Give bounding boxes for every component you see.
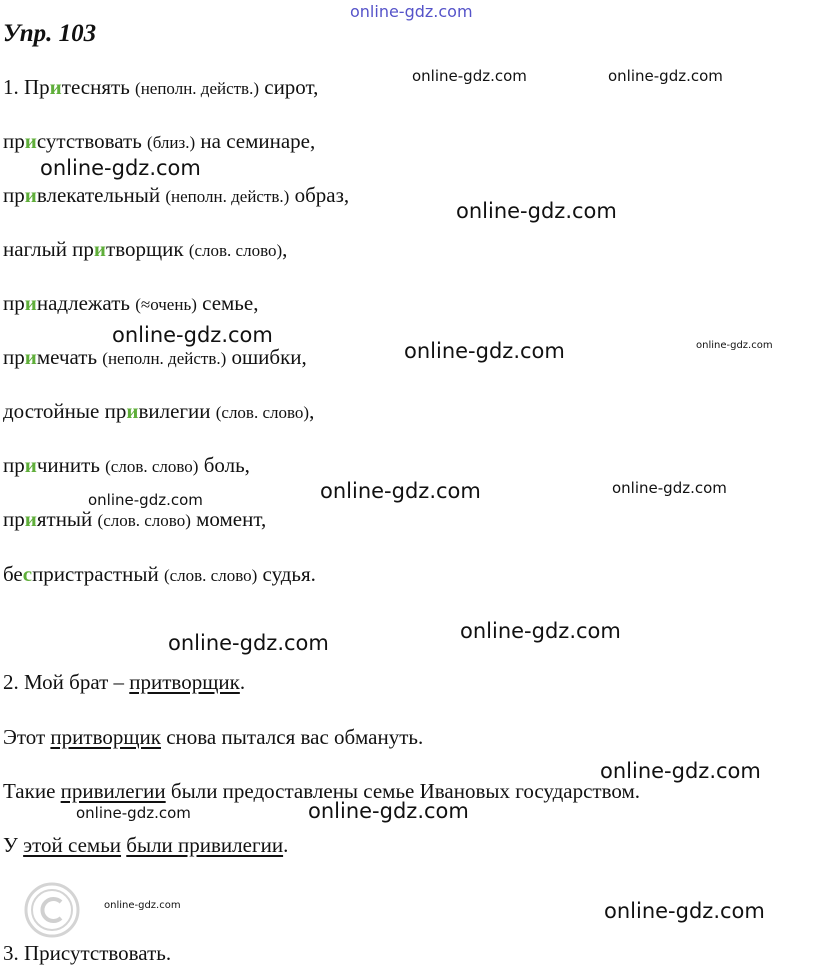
highlighted-letter: с: [22, 562, 33, 586]
sentence-1: [3, 669, 245, 695]
word-text: наглый пр: [3, 237, 94, 261]
sentence-text: Такие: [3, 779, 61, 803]
word-text: ,: [282, 237, 288, 261]
watermark: online-gdz.com: [608, 67, 723, 85]
watermark: online-gdz.com: [112, 323, 273, 347]
word-text: на семинаре,: [195, 129, 316, 153]
word-text: влекательный: [36, 183, 166, 207]
word-text: пр: [3, 129, 25, 153]
note-text: (слов. слово): [97, 511, 191, 530]
highlighted-letter: и: [126, 399, 139, 423]
highlighted-letter: и: [24, 345, 37, 369]
sentence-text: .: [283, 833, 289, 857]
note-text: (слов. слово): [215, 403, 310, 422]
word-text: пристрастный: [32, 562, 164, 586]
highlighted-letter: и: [24, 453, 37, 477]
note-text: (неполн. действ.): [102, 349, 227, 368]
underlined-phrase: были привилегии: [126, 833, 284, 857]
word-item: [3, 561, 316, 589]
word-text: ошибки,: [226, 345, 307, 369]
word-text: сирот,: [259, 75, 319, 99]
word-text: чинить: [36, 453, 106, 477]
note-text: (слов. слово): [163, 566, 258, 585]
word-text: пр: [3, 453, 25, 477]
word-text: пр: [3, 183, 25, 207]
note-text: (неполн. действ.): [165, 187, 290, 206]
word-text: момент,: [190, 507, 267, 531]
word-text: пр: [3, 507, 25, 531]
word-text: ятный: [36, 507, 98, 531]
word-text: мечать: [36, 345, 103, 369]
exercise-title: Упр. 103: [3, 20, 97, 47]
highlighted-letter: и: [24, 507, 37, 531]
word-text: образ,: [289, 183, 350, 207]
sentence-2: [3, 724, 423, 750]
underlined-word: притворщик: [50, 725, 161, 749]
sentence-text: 2. Мой брат –: [3, 670, 130, 694]
watermark: online-gdz.com: [40, 156, 201, 180]
word-text: творщик: [106, 237, 189, 261]
word-item: [3, 452, 250, 480]
note-text: (слов. слово): [105, 457, 199, 476]
watermark-top: online-gdz.com: [350, 2, 473, 21]
highlighted-letter: и: [93, 237, 107, 261]
word-item: [3, 506, 266, 534]
word-text: боль,: [198, 453, 250, 477]
sentence-text: .: [239, 670, 246, 694]
watermark: online-gdz.com: [104, 900, 181, 911]
note-text: (≈очень): [135, 295, 197, 314]
underlined-phrase: этой семьи: [23, 833, 122, 857]
watermark: online-gdz.com: [308, 799, 469, 823]
watermark: online-gdz.com: [600, 759, 761, 783]
word-text: судья.: [257, 562, 316, 586]
word-item: [3, 290, 258, 318]
highlighted-letter: и: [24, 291, 37, 315]
word-text: пр: [3, 345, 25, 369]
note-text: (слов. слово): [188, 241, 283, 260]
word-item: [3, 74, 318, 102]
watermark: online-gdz.com: [88, 491, 203, 509]
watermark: online-gdz.com: [412, 67, 527, 85]
watermark: online-gdz.com: [460, 619, 621, 643]
highlighted-letter: и: [49, 75, 62, 99]
word-text: семье,: [196, 291, 259, 315]
sentence-text: Этот: [3, 725, 51, 749]
word-text: вилегии: [138, 399, 216, 423]
section-3-heading: 3. Присутствовать.: [3, 941, 172, 965]
word-text: бе: [3, 562, 23, 586]
word-item: [3, 398, 314, 426]
watermark: online-gdz.com: [604, 899, 765, 923]
watermark: online-gdz.com: [404, 339, 565, 363]
underlined-word: привилегии: [60, 779, 166, 803]
word-text: ,: [309, 399, 315, 423]
highlighted-letter: и: [24, 129, 37, 153]
word-text: пр: [3, 291, 25, 315]
word-text: сутствовать: [36, 129, 148, 153]
word-item: [3, 182, 349, 210]
note-text: (близ.): [147, 133, 196, 152]
word-text: надлежать: [36, 291, 136, 315]
highlighted-letter: и: [24, 183, 37, 207]
word-item: [3, 128, 315, 156]
watermark: online-gdz.com: [168, 631, 329, 655]
sentence-text: У: [3, 833, 24, 857]
watermark: online-gdz.com: [456, 199, 617, 223]
watermark: online-gdz.com: [612, 479, 727, 497]
note-text: (неполн. действ.): [135, 79, 259, 98]
watermark: online-gdz.com: [76, 804, 191, 822]
copyright-stamp-icon: [14, 820, 144, 950]
watermark: online-gdz.com: [696, 340, 773, 351]
underlined-word: притворщик: [129, 670, 240, 694]
sentence-text: снова пытался вас обмануть.: [160, 725, 424, 749]
word-text: 1. Пр: [3, 75, 50, 99]
word-item: [3, 344, 307, 372]
word-text: теснять: [61, 75, 136, 99]
sentence-text: были предоставлены семье Ивановых государством.: [165, 779, 641, 803]
word-text: достойные пр: [3, 399, 127, 423]
watermark: online-gdz.com: [320, 479, 481, 503]
word-item: [3, 236, 287, 264]
